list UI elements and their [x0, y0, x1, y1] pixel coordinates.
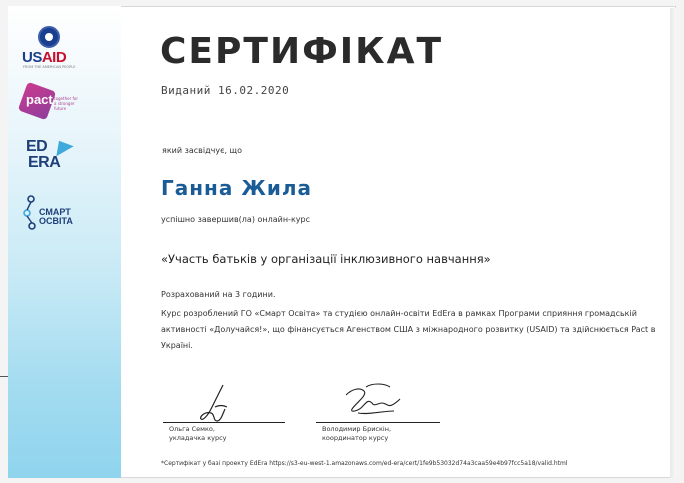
usaid-tagline: FROM THE AMERICAN PEOPLE [23, 65, 76, 69]
usaid-wordmark [22, 49, 66, 66]
pact-logo [20, 84, 80, 120]
pact-wordmark: pact [26, 92, 53, 107]
signer-name: Володимир Брискін, [322, 425, 392, 433]
signature-line [163, 422, 285, 423]
edera-word-ed: ED [26, 138, 48, 155]
signer-1 [169, 425, 227, 443]
signer-role: укладачка курсу [169, 434, 227, 442]
signature-image [338, 381, 406, 421]
signature-image [193, 383, 238, 425]
signer-2 [322, 425, 391, 443]
certificate-title: СЕРТИФІКАТ [160, 31, 444, 72]
course-description: Курс розроблений ГО «Смарт Освіта» та студією онлайн-освіти EdEra в рамках Програми сприяння громадській активності «Долучайся!», що фінансується Агенством США з міжнародного розвитку (USAID) та здійснюється Pact в Україні. [161, 309, 656, 350]
recipient-name: Ганна Жила [161, 176, 312, 200]
smart-word-1: СМАРТ [39, 207, 71, 217]
smart-osvita-icon [23, 195, 39, 231]
usaid-logo [22, 26, 78, 70]
usaid-word-aid: AID [41, 49, 67, 66]
signature-line [316, 422, 440, 423]
issue-date: Виданий 16.02.2020 [161, 84, 290, 97]
completed-text: успішно завершив(ла) онлайн-курс [161, 215, 310, 224]
usaid-seal-icon [38, 26, 60, 48]
confirms-text: який засвідчує, що [162, 146, 242, 155]
signer-role: координатор курсу [322, 434, 389, 442]
card-shadow [670, 8, 676, 478]
signer-name: Ольга Семко, [169, 425, 215, 433]
usaid-word-us: US [22, 49, 42, 66]
course-title: «Участь батьків у організації інклюзивного навчання» [161, 252, 491, 266]
edera-word-era: ERA [28, 154, 61, 171]
logo-sidebar [8, 6, 121, 478]
smart-word-2: ОСВІТА [39, 216, 73, 226]
pact-tagline: together for a stronger future [54, 96, 78, 111]
verification-link[interactable]: *Сертифікат у базі проекту EdEra https://s3-eu-west-1.amazonaws.com/ed-era/cert/1fe9b53032d74a3caa59e4b97fcc5a18/valid.html [161, 460, 568, 467]
course-hours: Розрахований на 3 години. [161, 290, 276, 299]
edera-logo [26, 137, 76, 179]
smart-osvita-logo [23, 193, 83, 233]
